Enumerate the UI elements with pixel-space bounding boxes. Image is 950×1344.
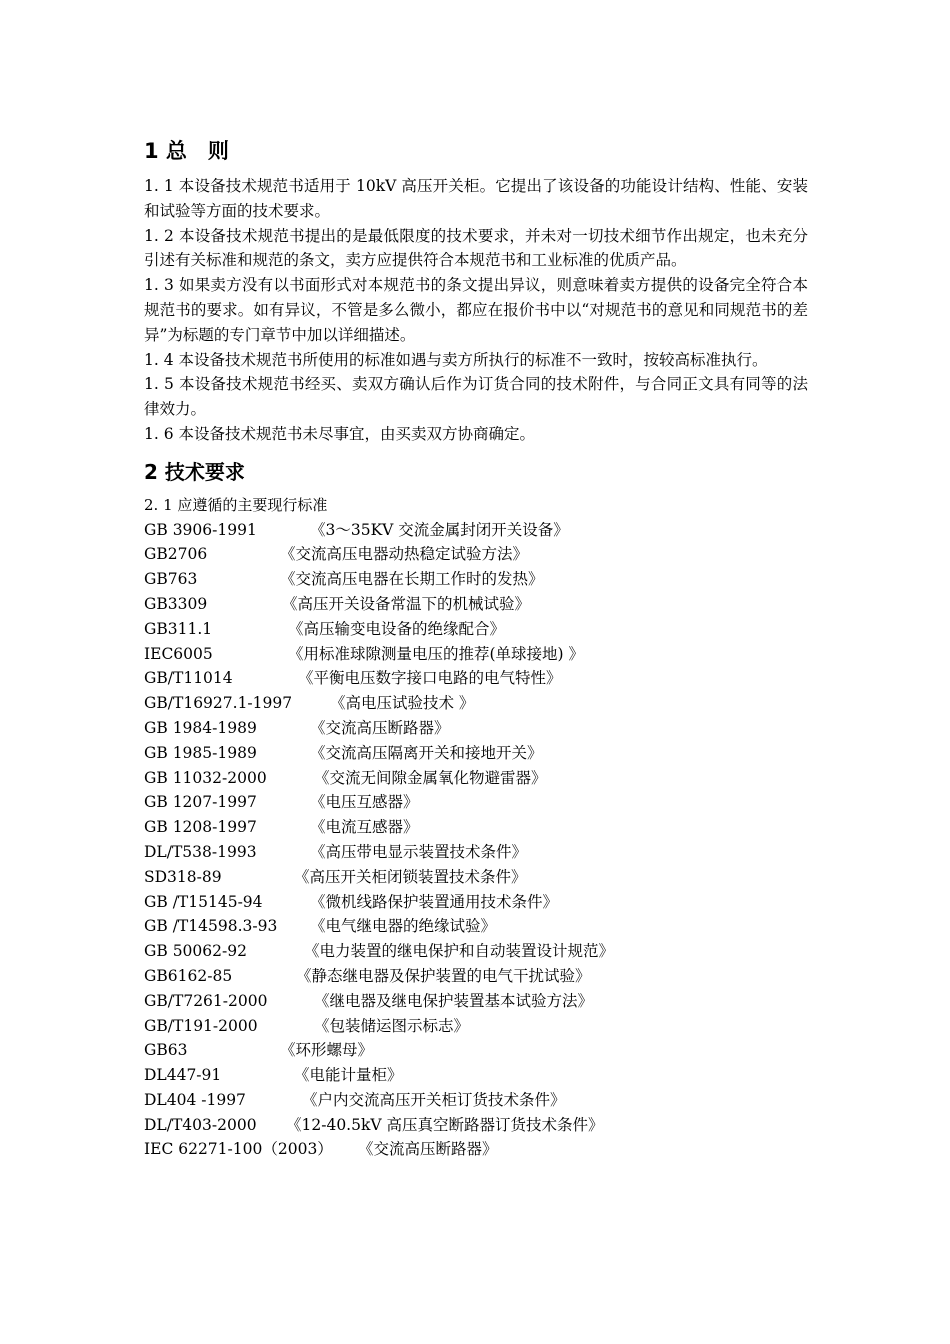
standard-row [144,691,808,716]
standard-title: 《高压带电显示装置技术条件》 [310,842,528,861]
standard-title: 《电能计量柜》 [294,1066,403,1085]
standard-title: 《电气继电器的绝缘试验》 [310,917,497,936]
standard-title: 《高压开关柜闭锁装置技术条件》 [294,867,527,886]
standard-code: DL404 -1997 [144,1090,246,1109]
standard-row [144,790,808,815]
standard-title: 《户内交流高压开关柜订货技术条件》 [302,1090,566,1109]
standard-code: GB2706 [144,545,208,564]
standard-row [144,964,808,989]
standard-row [144,1063,808,1088]
standard-code: GB /T15145-94 [144,892,263,911]
clause-1-1: 1. 1 本设备技术规范书适用于 10kV 高压开关柜。它提出了该设备的功能设计结构、性能、安装和试验等方面的技术要求。 [144,177,808,220]
standard-title: 《交流无间隙金属氧化物避雷器》 [314,768,547,787]
standards-list [144,518,808,1163]
standard-title: 《包装储运图示标志》 [314,1016,470,1035]
standard-row [144,592,808,617]
standard-row [144,1038,808,1063]
standard-title: 《高压开关设备常温下的机械试验》 [282,594,531,613]
standard-row [144,617,808,642]
standard-row [144,518,808,543]
clause-1-2: 1. 2 本设备技术规范书提出的是最低限度的技术要求，并未对一切技术细节作出规定，也未充分引述有关标准和规范的条文，卖方应提供符合本规范书和工业标准的优质产品。 [144,226,808,270]
standard-row [144,766,808,791]
standard-row [144,716,808,741]
standard-code: GB/T7261-2000 [144,991,268,1010]
standard-code: GB763 [144,570,198,589]
standard-row [144,1137,808,1162]
standard-code: GB 1207-1997 [144,793,257,812]
standard-code: GB /T14598.3-93 [144,917,278,936]
document-page [144,128,808,1162]
standard-title: 《交流高压断路器》 [310,718,450,737]
standard-code: GB 3906-1991 [144,520,257,539]
standard-code: GB/T16927.1-1997 [144,694,293,713]
standard-title: 《平衡电压数字接口电路的电气特性》 [298,669,562,688]
standard-title: 《高压输变电设备的绝缘配合》 [288,619,506,638]
clause-1-4: 1. 4 本设备技术规范书所使用的标准如遇与卖方所执行的标准不一致时，按较高标准执行。 [144,350,768,369]
standard-title: 《环形螺母》 [280,1041,374,1060]
standard-code: GB 11032-2000 [144,768,267,787]
standard-row [144,642,808,667]
standard-title: 《12-40.5kV 高压真空断路器订货技术条件》 [286,1115,604,1134]
standard-title: 《交流高压隔离开关和接地开关》 [310,743,543,762]
standard-title: 《电力装置的继电保护和自动装置设计规范》 [304,942,615,961]
standard-code: GB/T11014 [144,669,233,688]
standard-title: 《继电器及继电保护装置基本试验方法》 [314,991,594,1010]
standard-title: 《静态继电器及保护装置的电气干扰试验》 [296,966,591,985]
standard-title: 《电压互感器》 [310,793,419,812]
standard-row [144,1113,808,1138]
standard-title: 《微机线路保护装置通用技术条件》 [310,892,559,911]
standard-row [144,1088,808,1113]
standard-title: 《高电压试验技术 》 [330,694,475,713]
standard-title: 《交流高压电器动热稳定试验方法》 [280,545,529,564]
standard-code: GB 1208-1997 [144,818,257,837]
clause-1-5: 1. 5 本设备技术规范书经买、卖双方确认后作为订货合同的技术附件，与合同正文具有同等的法律效力。 [144,375,808,419]
standard-code: GB 1985-1989 [144,743,257,762]
clause-2-1-intro: 2. 1 应遵循的主要现行标准 [144,495,328,514]
standard-code: GB63 [144,1041,188,1060]
standard-code: DL/T403-2000 [144,1115,257,1134]
standard-title: 《3～35KV 交流金属封闭开关设备》 [310,520,569,539]
clause-1-3: 1. 3 如果卖方没有以书面形式对本规范书的条文提出异议，则意味着卖方提供的设备完全符合本规范书的要求。如有异议，不管是多么微小，都应在报价书中以“对规范书的意见和同规范书的差异”为标题的专门章节中加以详细描述。 [144,276,808,344]
standard-row [144,989,808,1014]
standard-code: GB6162-85 [144,966,233,985]
standard-title: 《电流互感器》 [310,818,419,837]
section-1-heading: 1 总 则 [144,139,229,163]
standard-row [144,542,808,567]
standard-code: GB3309 [144,594,208,613]
standard-row [144,865,808,890]
standard-code: GB 50062-92 [144,942,247,961]
standard-row [144,914,808,939]
standard-code: DL/T538-1993 [144,842,257,861]
standard-code: SD318-89 [144,867,222,886]
standard-code: GB 1984-1989 [144,718,257,737]
standard-row [144,741,808,766]
standard-code: DL447-91 [144,1066,222,1085]
clause-1-6: 1. 6 本设备技术规范书未尽事宜，由买卖双方协商确定。 [144,424,536,443]
standard-code: IEC 62271-100（2003） [144,1140,333,1159]
standard-title: 《用标准球隙测量电压的推荐(单球接地) 》 [288,644,585,663]
standard-code: GB311.1 [144,619,213,638]
standard-code: IEC6005 [144,644,213,663]
standard-row [144,815,808,840]
standard-row [144,1014,808,1039]
standard-row [144,567,808,592]
section-2-heading: 2 技术要求 [144,459,245,484]
standard-row [144,666,808,691]
standard-row [144,840,808,865]
standard-row [144,939,808,964]
standard-row [144,890,808,915]
standard-code: GB/T191-2000 [144,1016,258,1035]
standard-title: 《交流高压电器在长期工作时的发热》 [280,570,544,589]
standard-title: 《交流高压断路器》 [358,1140,498,1159]
